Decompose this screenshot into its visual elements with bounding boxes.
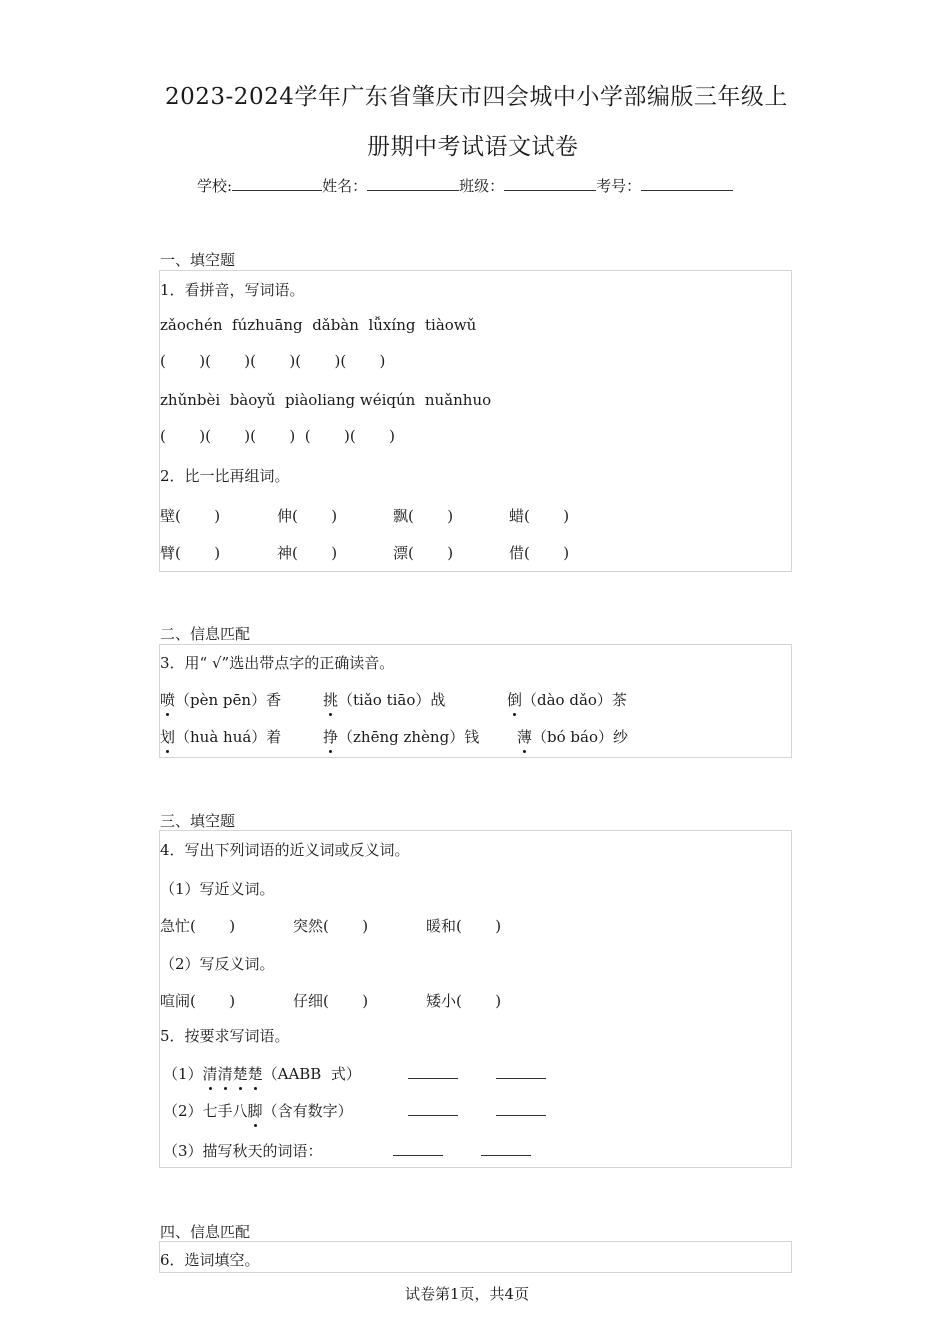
section-heading-1: 一、填空题: [160, 251, 236, 269]
school-label: 学校:: [197, 177, 233, 195]
q2-item[interactable]: 臂( ): [160, 544, 221, 562]
q2-item[interactable]: 漂( ): [393, 544, 454, 562]
q1-answer-row-1[interactable]: ( )( )( )( )( ): [160, 352, 386, 370]
q2-stem: 2．比一比再组词。: [160, 467, 290, 485]
dotted-char: 清: [217, 1065, 233, 1083]
q5-item-prefix: （1）: [163, 1065, 203, 1083]
q2-item[interactable]: 飘( ): [393, 507, 454, 525]
exam-title-line1: 2023-2024学年广东省肇庆市四会城中小学部编版三年级上: [165, 84, 788, 110]
q3-option-text: （pèn pēn）香: [175, 691, 282, 709]
name-field[interactable]: [367, 176, 459, 191]
exam-number-field[interactable]: [641, 176, 733, 191]
q4-item[interactable]: 矮小( ): [426, 992, 502, 1010]
q1-stem: 1．看拼音，写词语。: [160, 281, 305, 299]
q2-item[interactable]: 借( ): [509, 544, 570, 562]
class-label: 班级：: [459, 177, 505, 195]
q5-item-1: [163, 1063, 361, 1084]
section-heading-4: 四、信息匹配: [160, 1223, 251, 1241]
q5-stem: 5．按要求写词语。: [160, 1027, 290, 1045]
dotted-char: 楚: [232, 1065, 248, 1083]
q2-item[interactable]: 神( ): [277, 544, 338, 562]
exam-number-label: 考号：: [596, 177, 642, 195]
q4-item[interactable]: 暖和( ): [426, 917, 502, 935]
q3-option[interactable]: [323, 726, 479, 747]
answer-blank[interactable]: [496, 1066, 546, 1079]
q3-stem: 3．用“ √”选出带点字的正确读音。: [160, 654, 395, 672]
section-heading-2: 二、信息匹配: [160, 625, 251, 643]
q3-option-text: （tiǎo tiāo）战: [338, 691, 446, 709]
answer-blank[interactable]: [496, 1103, 546, 1116]
q3-option[interactable]: [517, 726, 628, 747]
dotted-char: 楚: [247, 1065, 263, 1083]
dotted-char: 挑: [323, 691, 339, 709]
answer-blank[interactable]: [481, 1143, 531, 1156]
q3-option[interactable]: [323, 689, 445, 710]
answer-blank[interactable]: [408, 1066, 458, 1079]
q4-sub1: （1）写近义词。: [160, 880, 275, 898]
dotted-char: 脚: [247, 1102, 263, 1120]
dotted-char: 薄: [517, 728, 533, 746]
q2-item[interactable]: 壁( ): [160, 507, 221, 525]
dotted-char: 倒: [507, 691, 523, 709]
q1-answer-row-2[interactable]: ( )( )( ) ( )( ): [160, 427, 395, 445]
q4-stem: 4．写出下列词语的近义词或反义词。: [160, 841, 410, 859]
student-info-row: [197, 175, 733, 196]
q3-option-text: （zhēng zhèng）钱: [338, 728, 480, 746]
q3-option[interactable]: [160, 689, 281, 710]
q3-option-text: （bó báo）纱: [532, 728, 628, 746]
q5-item-2: [163, 1100, 353, 1121]
q3-option-text: （huà huá）着: [175, 728, 282, 746]
q5-item-suffix: （AABB 式）: [262, 1065, 361, 1083]
class-field[interactable]: [504, 176, 596, 191]
q5-item-3: （3）描写秋天的词语：: [163, 1142, 323, 1160]
q5-item-prefix: （2）七手八: [163, 1102, 248, 1120]
dotted-char: 清: [202, 1065, 218, 1083]
q3-option[interactable]: [160, 726, 281, 747]
school-field[interactable]: [232, 176, 322, 191]
q4-item[interactable]: 急忙( ): [160, 917, 236, 935]
answer-blank[interactable]: [393, 1143, 443, 1156]
dotted-char: 划: [160, 728, 176, 746]
name-label: 姓名：: [322, 177, 368, 195]
q2-item[interactable]: 伸( ): [277, 507, 338, 525]
q1-pinyin-row-1: zǎochén fúzhuāng dǎbàn lǚxíng tiàowǔ: [160, 316, 477, 334]
answer-blank[interactable]: [408, 1103, 458, 1116]
section-heading-3: 三、填空题: [160, 812, 236, 830]
q4-sub2: （2）写反义词。: [160, 955, 275, 973]
q4-item[interactable]: 突然( ): [293, 917, 369, 935]
q4-item[interactable]: 喧闹( ): [160, 992, 236, 1010]
q4-item[interactable]: 仔细( ): [293, 992, 369, 1010]
q5-item-suffix: （含有数字）: [262, 1102, 353, 1120]
dotted-char: 喷: [160, 691, 176, 709]
q2-item[interactable]: 蜡( ): [509, 507, 570, 525]
q1-pinyin-row-2: zhǔnbèi bàoyǔ piàoliang wéiqún nuǎnhuo: [160, 391, 492, 409]
q3-option[interactable]: [507, 689, 627, 710]
q3-option-text: （dào dǎo）茶: [522, 691, 627, 709]
exam-title-line2: 册期中考试语文试卷: [367, 134, 579, 160]
q6-stem: 6．选词填空。: [160, 1251, 260, 1269]
dotted-char: 挣: [323, 728, 339, 746]
page-footer: 试卷第1页，共4页: [405, 1285, 530, 1303]
